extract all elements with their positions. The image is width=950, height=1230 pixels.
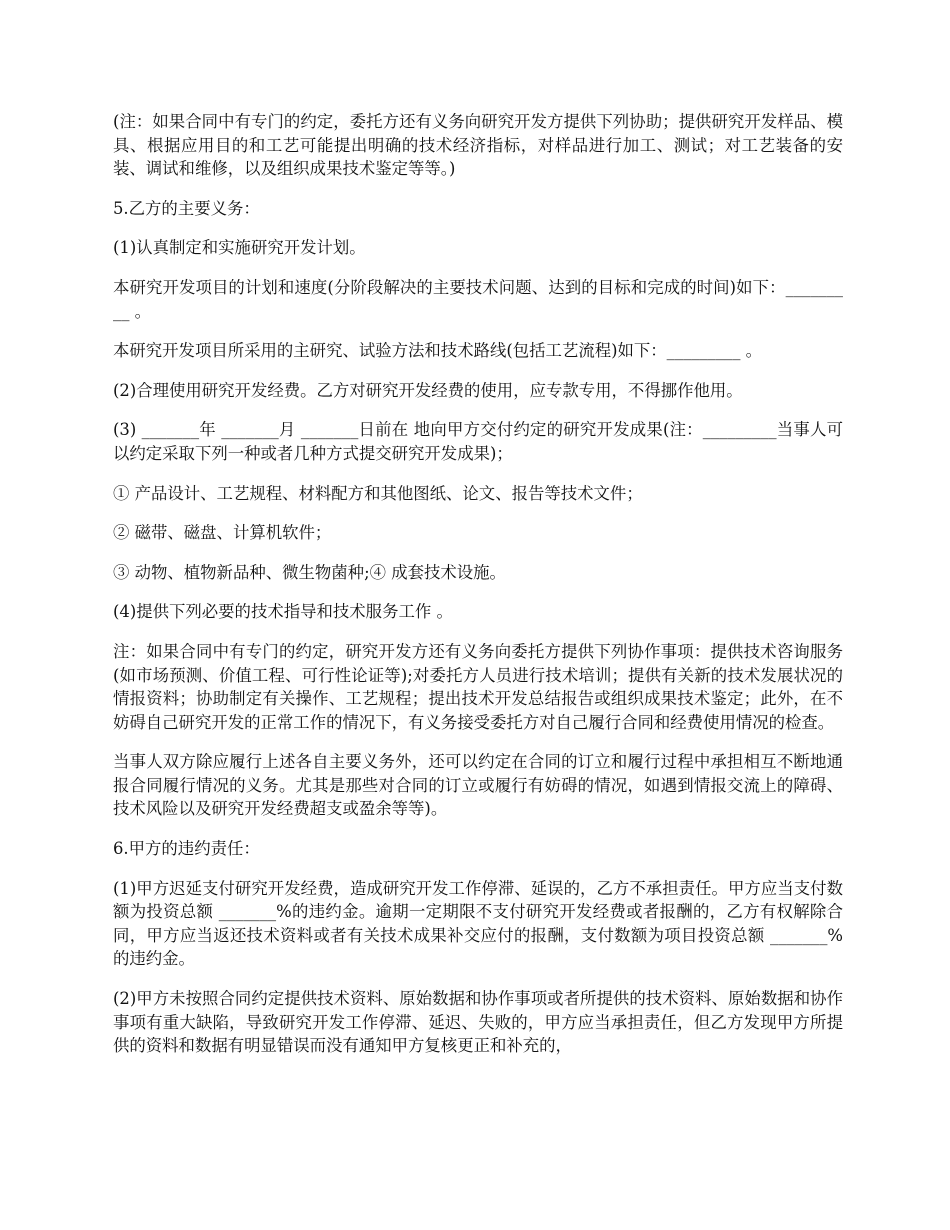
paragraph-item-3: (3) _______年 _______月 _______日前在 地向甲方交付约定的研究开发成果(注：_________当事人可以约定采取下列一种或者几种方式提交研究开发成果)； <box>113 420 843 463</box>
paragraph-item-2: (2)合理使用研究开发经费。乙方对研究开发经费的使用，应专款专用，不得挪作他用。 <box>113 380 743 400</box>
paragraph-note-developer-assistance: 注：如果合同中有专门的约定，研究开发方还有义务向委托方提供下列协作事项：提供技术咨询服务(如市场预测、价值工程、可行性论证等);对委托方人员进行技术培训；提供有关新的技术发展状况的情报资料；协助制定有关操作、工艺规程；提出技术开发总结报告或组织成果技术鉴定；此外，在不妨碍自己研究开发的正常工作的情况下，有义务接受委托方对自己履行合同和经费使用情况的检查。 <box>113 641 843 732</box>
paragraph-item-4: (4)提供下列必要的技术指导和技术服务工作 。 <box>113 602 453 622</box>
paragraph-methods: 本研究开发项目所采用的主研究、试验方法和技术路线(包括工艺流程)如下：_________ 。 <box>113 341 763 361</box>
paragraph-note-client-assistance: (注：如果合同中有专门的约定，委托方还有义务向研究开发方提供下列协助；提供研究开发样品、模具、根据应用目的和工艺可能提出明确的技术经济指标，对样品进行加工、测试；对工艺装备的安装、调试和维修，以及组织成果技术鉴定等等。) <box>113 112 843 179</box>
paragraph-liability-1: (1)甲方迟延支付研究开发经费，造成研究开发工作停滞、延误的，乙方不承担责任。甲方应当支付数额为投资总额 _______%的违约金。逾期一定期限不支付研究开发经费或者报酬的，乙方有权解除合同，甲方应当返还技术资料或者有关技术成果补交应付的报酬，支付数额为项目投资总额 _______%的违约金。 <box>113 878 843 969</box>
paragraph-plan-schedule: 本研究开发项目的计划和速度(分阶段解决的主要技术问题、达到的目标和完成的时间)如下：_________ 。 <box>113 277 843 321</box>
paragraph-liability-2: (2)甲方未按照合同约定提供技术资料、原始数据和协作事项或者所提供的技术资料、原始数据和协作事项有重大缺陷，导致研究开发工作停滞、延迟、失败的，甲方应当承担责任，但乙方发现甲方所提供的资料和数据有明显错误而没有通知甲方复核更正和补充的， <box>113 989 843 1056</box>
document-page <box>113 110 843 1074</box>
section-heading-party-a-liability: 6.甲方的违约责任： <box>113 839 260 859</box>
paragraph-mutual-notification: 当事人双方除应履行上述各自主要义务外，还可以约定在合同的订立和履行过程中承担相互不断地通报合同履行情况的义务。尤其是那些对合同的订立或履行有妨碍的情况，如遇到情报交流上的障碍、技术风险以及研究开发经费超支或盈余等等)。 <box>113 752 843 819</box>
paragraph-option-3-4: ③ 动物、植物新品种、微生物菌种;④ 成套技术设施。 <box>113 562 506 582</box>
paragraph-option-2: ② 磁带、磁盘、计算机软件； <box>113 523 332 543</box>
paragraph-item-1: (1)认真制定和实施研究开发计划。 <box>113 238 366 258</box>
section-heading-party-b-obligations: 5.乙方的主要义务： <box>113 198 260 218</box>
paragraph-option-1: ① 产品设计、工艺规程、材料配方和其他图纸、论文、报告等技术文件； <box>113 483 643 503</box>
